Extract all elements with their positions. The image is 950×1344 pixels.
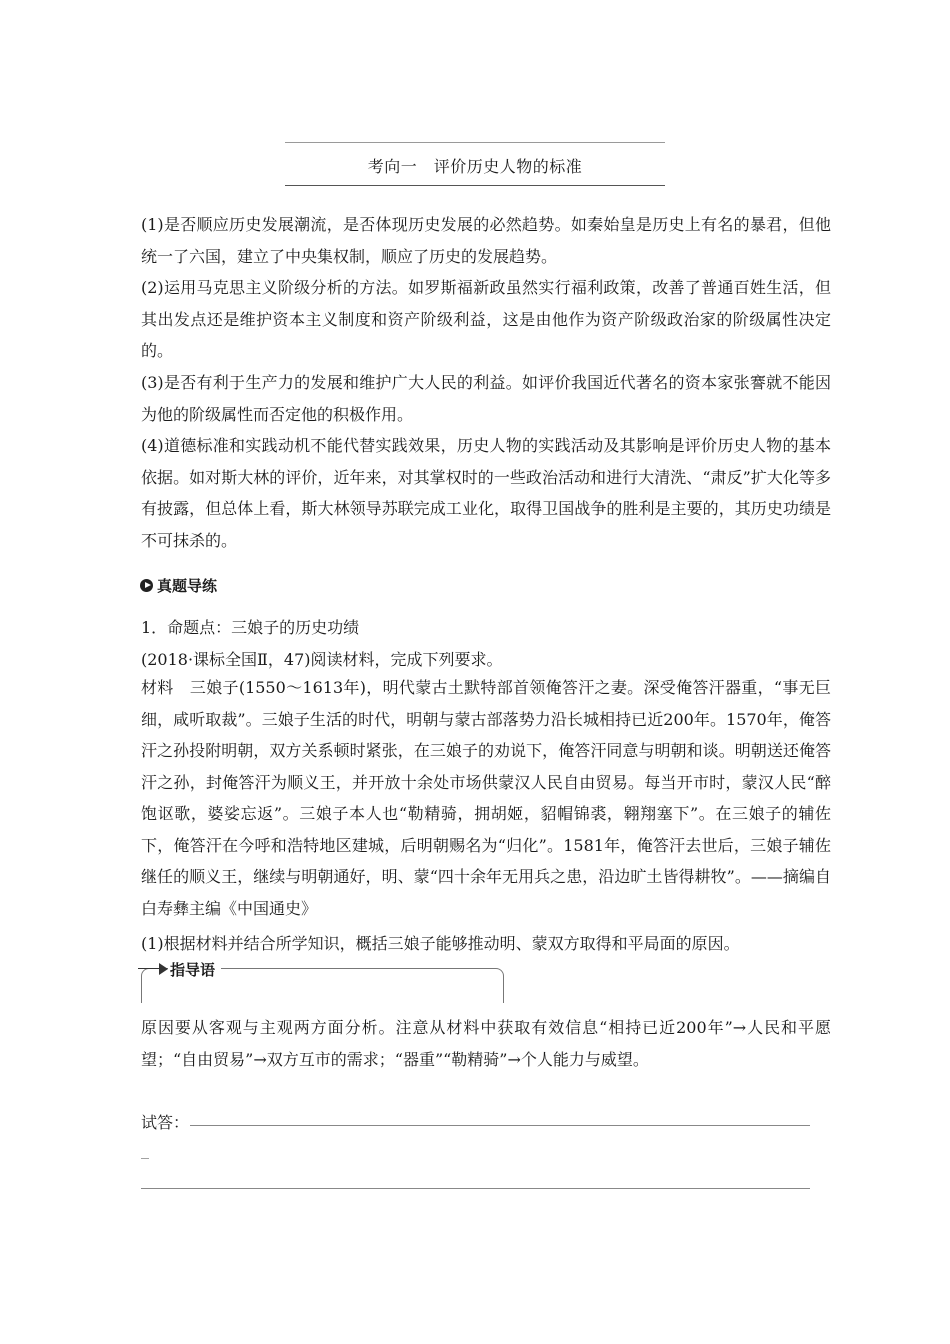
criterion-1: (1)是否顺应历史发展潮流，是否体现历史发展的必然趋势。如秦始皇是历史上有名的暴君，但他统一了六国，建立了中央集权制，顺应了历史的发展趋势。 [141, 215, 831, 266]
sub-question: (1)根据材料并结合所学知识，概括三娘子能够推动明、蒙双方取得和平局面的原因。 [141, 934, 740, 953]
section-title: 考向一 评价历史人物的标准 [367, 157, 583, 176]
question-title: 1．命题点：三娘子的历史功绩 [141, 618, 360, 637]
question-material: 材料 三娘子(1550～1613年)，明代蒙古土默特部首领俺答汗之妻。深受俺答汗器重，“事无巨细，咸听取裁”。三娘子生活的时代，明朝与蒙古部落势力沿长城相持已近200年。1570年，俺答汗之孙投附明朝，双方关系顿时紧张，在三娘子的劝说下，俺答汗同意与明朝和谈。明朝送还俺答汗之孙，封俺答汗为顺义王，并开放十余处市场供蒙汉人民自由贸易。每当开市时，蒙汉人民“醉饱讴歌，婆娑忘返”。三娘子本人也“勒精骑，拥胡姬，貂帽锦裘，翱翔塞下”。在三娘子的辅佐下，俺答汗在今呼和浩特地区建城，后明朝赐名为“归化”。1581年，俺答汗去世后，三娘子辅佐继任的顺义王，继续与明朝通好，明、蒙“四十余年无用兵之患，沿边旷土皆得耕牧”。——摘编自白寿彝主编《中国通史》 [141, 678, 831, 918]
practice-badge [140, 575, 217, 596]
answer-label: 试答： [141, 1113, 190, 1132]
question-source: (2018·课标全国Ⅱ，47)阅读材料，完成下列要求。 [141, 650, 503, 669]
criterion-3: (3)是否有利于生产力的发展和维护广大人民的利益。如评价我国近代著名的资本家张謇就不能因为他的阶级属性而否定他的积极作用。 [141, 373, 831, 424]
section-top-rule [285, 142, 665, 143]
answer-line-1[interactable] [190, 1125, 810, 1126]
guide-label [168, 959, 221, 980]
answer-tail-mark: _ [141, 1140, 149, 1159]
section-bottom-rule [285, 185, 665, 186]
criterion-2: (2)运用马克思主义阶级分析的方法。如罗斯福新政虽然实行福利政策，改善了普通百姓生活，但其出发点还是维护资本主义制度和资产阶级利益，这是由他作为资产阶级政治家的阶级属性决定的。 [141, 278, 831, 360]
answer-line-2[interactable] [141, 1188, 810, 1189]
guide-text: 原因要从客观与主观两方面分析。注意从材料中获取有效信息“相持已近200年”→人民和平愿望；“自由贸易”→双方互市的需求；“器重”“勒精骑”→个人能力与威望。 [141, 1018, 831, 1069]
arrow-head-icon [159, 963, 168, 975]
play-circle-icon [140, 579, 153, 592]
guide-label-text: 指导语 [170, 961, 216, 979]
practice-badge-label: 真题导练 [157, 577, 218, 595]
criterion-4: (4)道德标准和实践动机不能代替实践效果，历史人物的实践活动及其影响是评价历史人物的基本依据。如对斯大林的评价，近年来，对其掌权时的一些政治活动和进行大清洗、“肃反”扩大化等多有披露，但总体上看，斯大林领导苏联完成工业化，取得卫国战争的胜利是主要的，其历史功绩是不可抹杀的。 [141, 436, 831, 550]
